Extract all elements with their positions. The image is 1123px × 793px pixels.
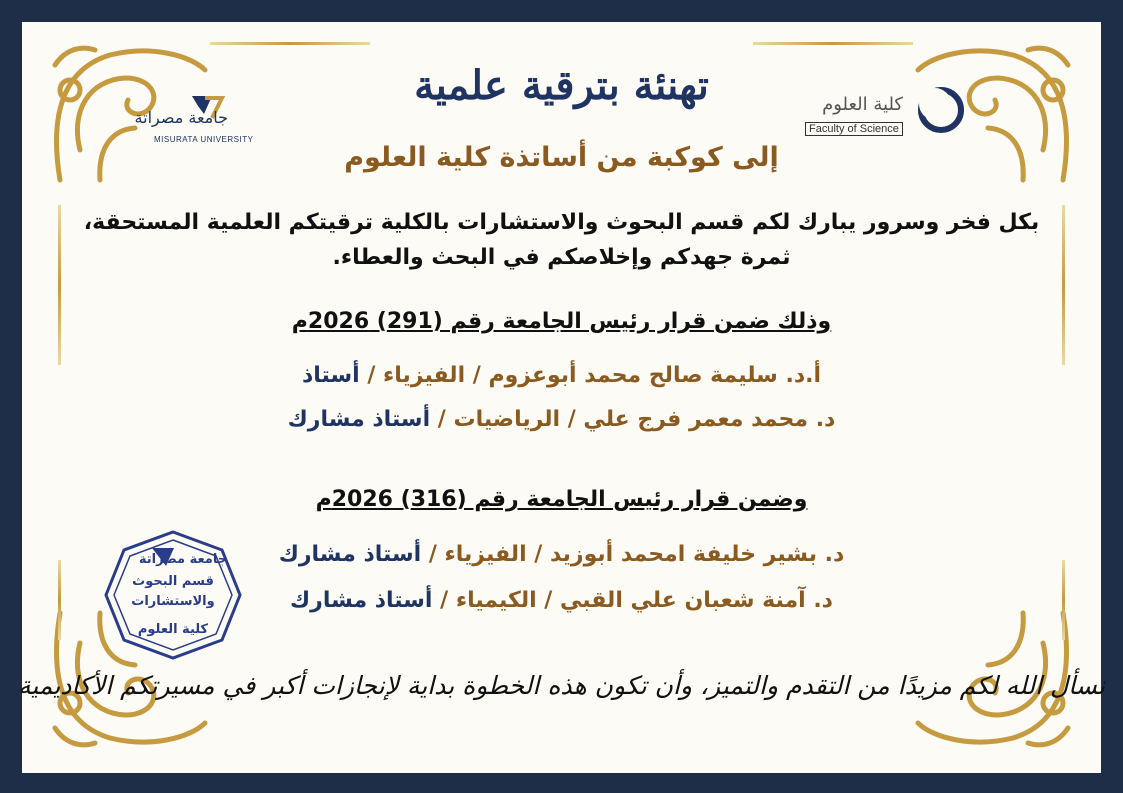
misurata-logo-ar-text: جامعة مصراتة [134, 108, 228, 127]
person-rank: أستاذ مشارك [287, 407, 431, 432]
border-line-top-left [210, 42, 370, 45]
person-rank: أستاذ مشارك [278, 542, 422, 567]
science-logo-en-text: Faculty of Science [805, 122, 903, 136]
person-name: د. آمنة شعبان علي القبي / الكيمياء / [432, 588, 833, 613]
promoted-person-2 [0, 407, 1123, 432]
person-name: أ.د. سليمة صالح محمد أبوعزوم / الفيزياء / [359, 363, 822, 388]
border-line-top-right [753, 42, 913, 45]
stamp-line-3: والاستشارات [131, 594, 215, 609]
person-name: د. بشير خليفة امحمد أبوزيد / الفيزياء / [421, 542, 845, 567]
stamp-line-1: جامعة مصراتة [138, 552, 228, 567]
promoted-person-1 [0, 363, 1123, 388]
stamp-line-2: قسم البحوث [132, 574, 214, 589]
person-name: د. محمد معمر فرج علي / الرياضيات / [430, 407, 836, 432]
decision-heading-2: وضمن قرار رئيس الجامعة رقم (316) 2026م [315, 487, 808, 512]
person-rank: أستاذ مشارك [290, 588, 433, 613]
decision-heading-1: وذلك ضمن قرار رئيس الجامعة رقم (291) 2026م [291, 309, 832, 334]
page-subtitle: إلى كوكبة من أساتذة كلية العلوم [344, 142, 779, 173]
border-line-left [58, 205, 61, 365]
congratulation-paragraph: بكل فخر وسرور يبارك لكم قسم البحوث والاستشارات بالكلية ترقيتكم العلمية المستحقة، ثمرة جهدكم وإخلاصكم في البحث والعطاء. [83, 210, 1040, 270]
science-logo-ar-text: كلية العلوم [822, 94, 903, 115]
stamp-line-4: كلية العلوم [137, 622, 209, 637]
department-stamp [104, 530, 242, 660]
border-line-right [1062, 205, 1065, 365]
person-rank: أستاذ [301, 363, 360, 388]
misurata-logo-en-text: MISURATA UNIVERSITY [154, 135, 254, 144]
page-title: تهنئة بترقية علمية [414, 62, 709, 109]
closing-prayer: نسأل الله لكم مزيدًا من التقدم والتميز، وأن تكون هذه الخطوة بداية لإنجازات أكبر في مسيرتكم الأكاديمية [17, 671, 1106, 700]
